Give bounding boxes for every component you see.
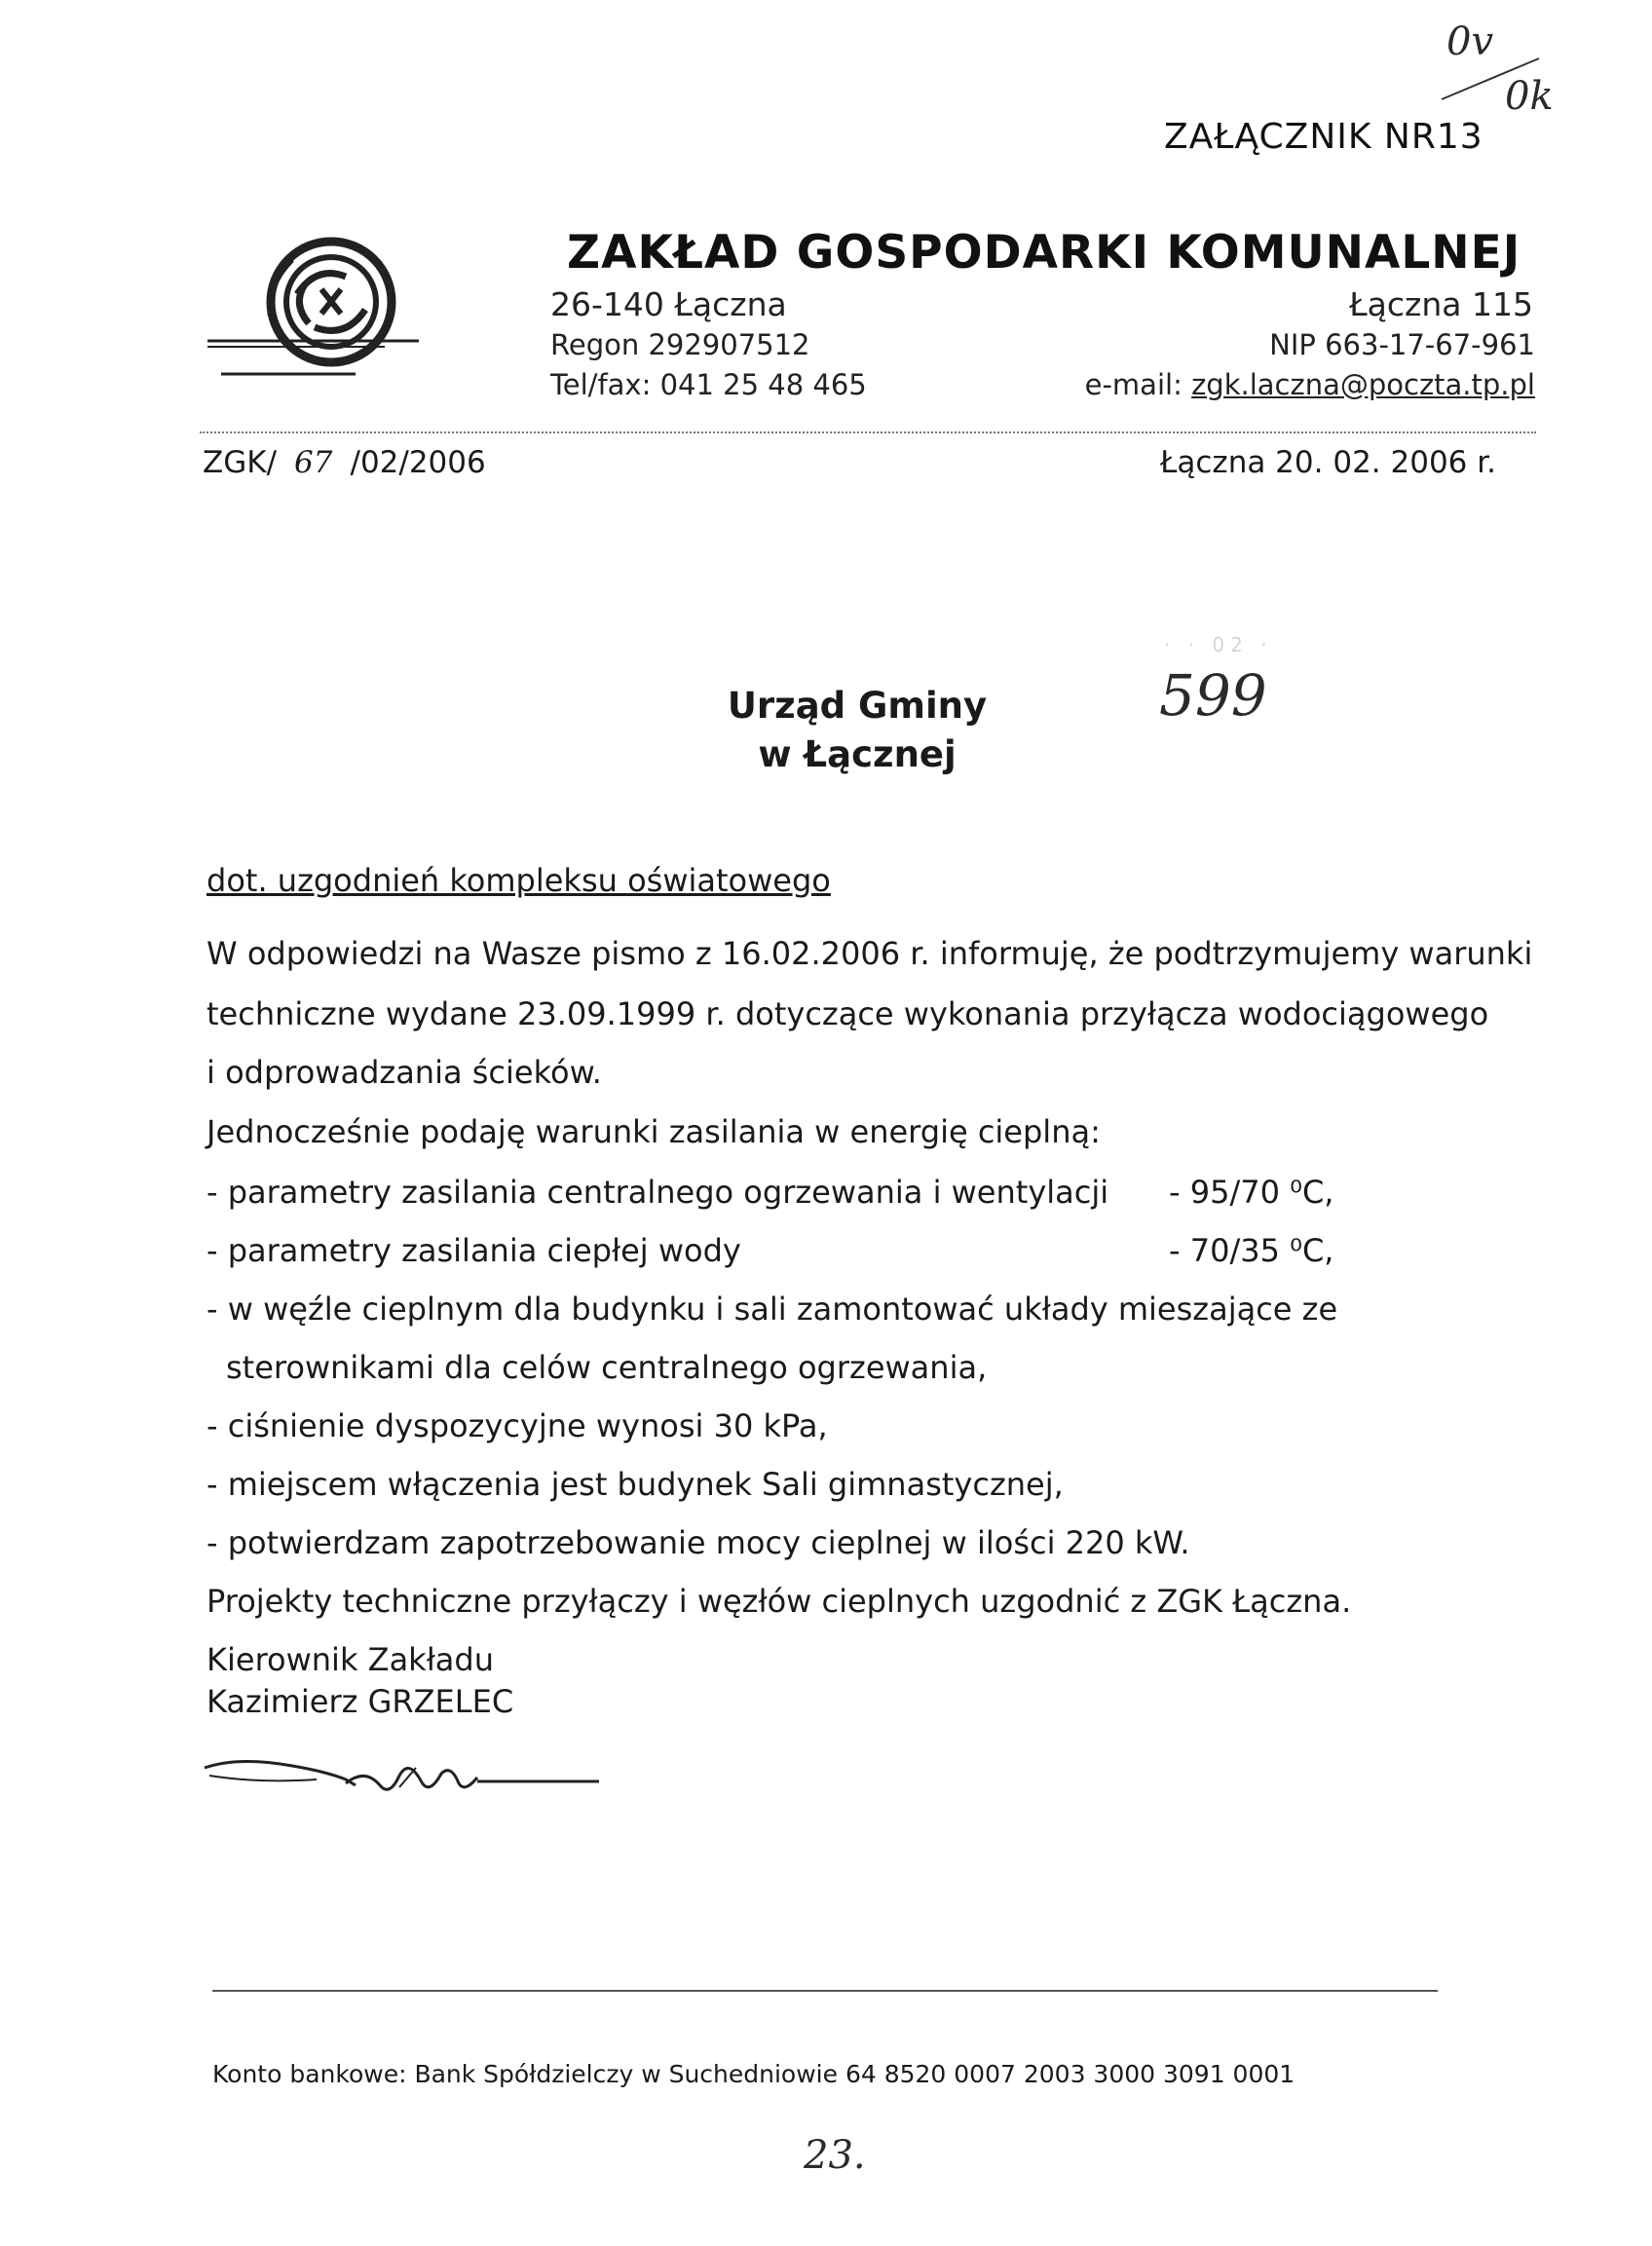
reference-suffix: /02/2006 — [350, 445, 486, 480]
closing-paragraph: Projekty techniczne przyłączy i węzłów cieplnych uzgodnić z ZGK Łączna. — [206, 1583, 1352, 1620]
list-item: - w węźle cieplnym dla budynku i sali zamontować układy mieszające ze — [206, 1291, 1338, 1328]
paragraph-1-line-3: i odprowadzania ścieków. — [206, 1054, 602, 1091]
signer-name: Kazimierz GRZELEC — [206, 1683, 514, 1720]
list-item: - parametry zasilania centralnego ogrzewania i wentylacji — [206, 1174, 1109, 1211]
letter-subject: dot. uzgodnień kompleksu oświatowego — [206, 862, 831, 899]
list-item: - parametry zasilania ciepłej wody — [206, 1232, 741, 1269]
reference-prefix: ZGK/ — [203, 445, 278, 480]
handwritten-page-number: 23. — [804, 2133, 866, 2178]
list-item-value: - 70/35 ⁰C, — [1169, 1232, 1334, 1269]
handwritten-signature — [200, 1729, 609, 1816]
list-item: - potwierdzam zapotrzebowanie mocy cieplnej w ilości 220 kW. — [206, 1524, 1190, 1561]
company-telfax: Tel/fax: 041 25 48 465 — [550, 368, 867, 401]
company-logo — [200, 226, 433, 392]
document-date: Łączna 20. 02. 2006 r. — [1159, 445, 1496, 480]
company-nip: NIP 663-17-67-961 — [1269, 328, 1535, 361]
email-link[interactable]: zgk.laczna@poczta.tp.pl — [1191, 368, 1535, 401]
list-item: - miejscem włączenia jest budynek Sali gimnastycznej, — [206, 1466, 1064, 1503]
company-regon: Regon 292907512 — [550, 328, 810, 361]
list-item-continuation: sterownikami dla celów centralnego ogrzewania, — [226, 1349, 988, 1386]
handwritten-registration-number: 599 — [1159, 662, 1267, 729]
reference-handwritten-number: 67 — [294, 445, 333, 480]
addressee-line-2: w Łącznej — [758, 733, 957, 775]
email-label: e-mail: — [1084, 368, 1192, 401]
list-item-value: - 95/70 ⁰C, — [1169, 1174, 1334, 1211]
faint-stamp: · · 02 · — [1164, 633, 1273, 656]
reference-number — [203, 445, 486, 480]
attachment-label: ZAŁĄCZNIK NR13 — [1164, 117, 1483, 157]
company-email — [1085, 368, 1535, 401]
footer-divider — [212, 1990, 1438, 1992]
paragraph-2: Jednocześnie podaję warunki zasilania w energię cieplną: — [206, 1113, 1101, 1150]
list-item: - ciśnienie dyspozycyjne wynosi 30 kPa, — [206, 1407, 828, 1444]
paragraph-1-line-2: techniczne wydane 23.09.1999 r. dotyczące wykonania przyłącza wodociągowego — [206, 995, 1489, 1032]
paragraph-1-line-1: W odpowiedzi na Wasze pismo z 16.02.2006 r. informuję, że podtrzymujemy warunki — [206, 935, 1533, 972]
addressee-block — [672, 682, 1042, 779]
bank-account: Konto bankowe: Bank Spółdzielczy w Suchedniowie 64 8520 0007 2003 3000 3091 0001 — [212, 2060, 1295, 2088]
corner-mark-bottom: 0k — [1505, 74, 1554, 119]
header-divider — [200, 431, 1536, 433]
corner-mark-top: 0v — [1446, 19, 1494, 64]
company-name: ZAKŁAD GOSPODARKI KOMUNALNEJ — [567, 226, 1521, 280]
signer-title: Kierownik Zakładu — [206, 1641, 494, 1678]
addressee-line-1: Urząd Gminy — [727, 685, 988, 727]
company-postal-address: 26-140 Łączna — [550, 285, 787, 323]
handwritten-corner-mark — [1403, 19, 1578, 127]
company-street-address: Łączna 115 — [1349, 285, 1533, 323]
